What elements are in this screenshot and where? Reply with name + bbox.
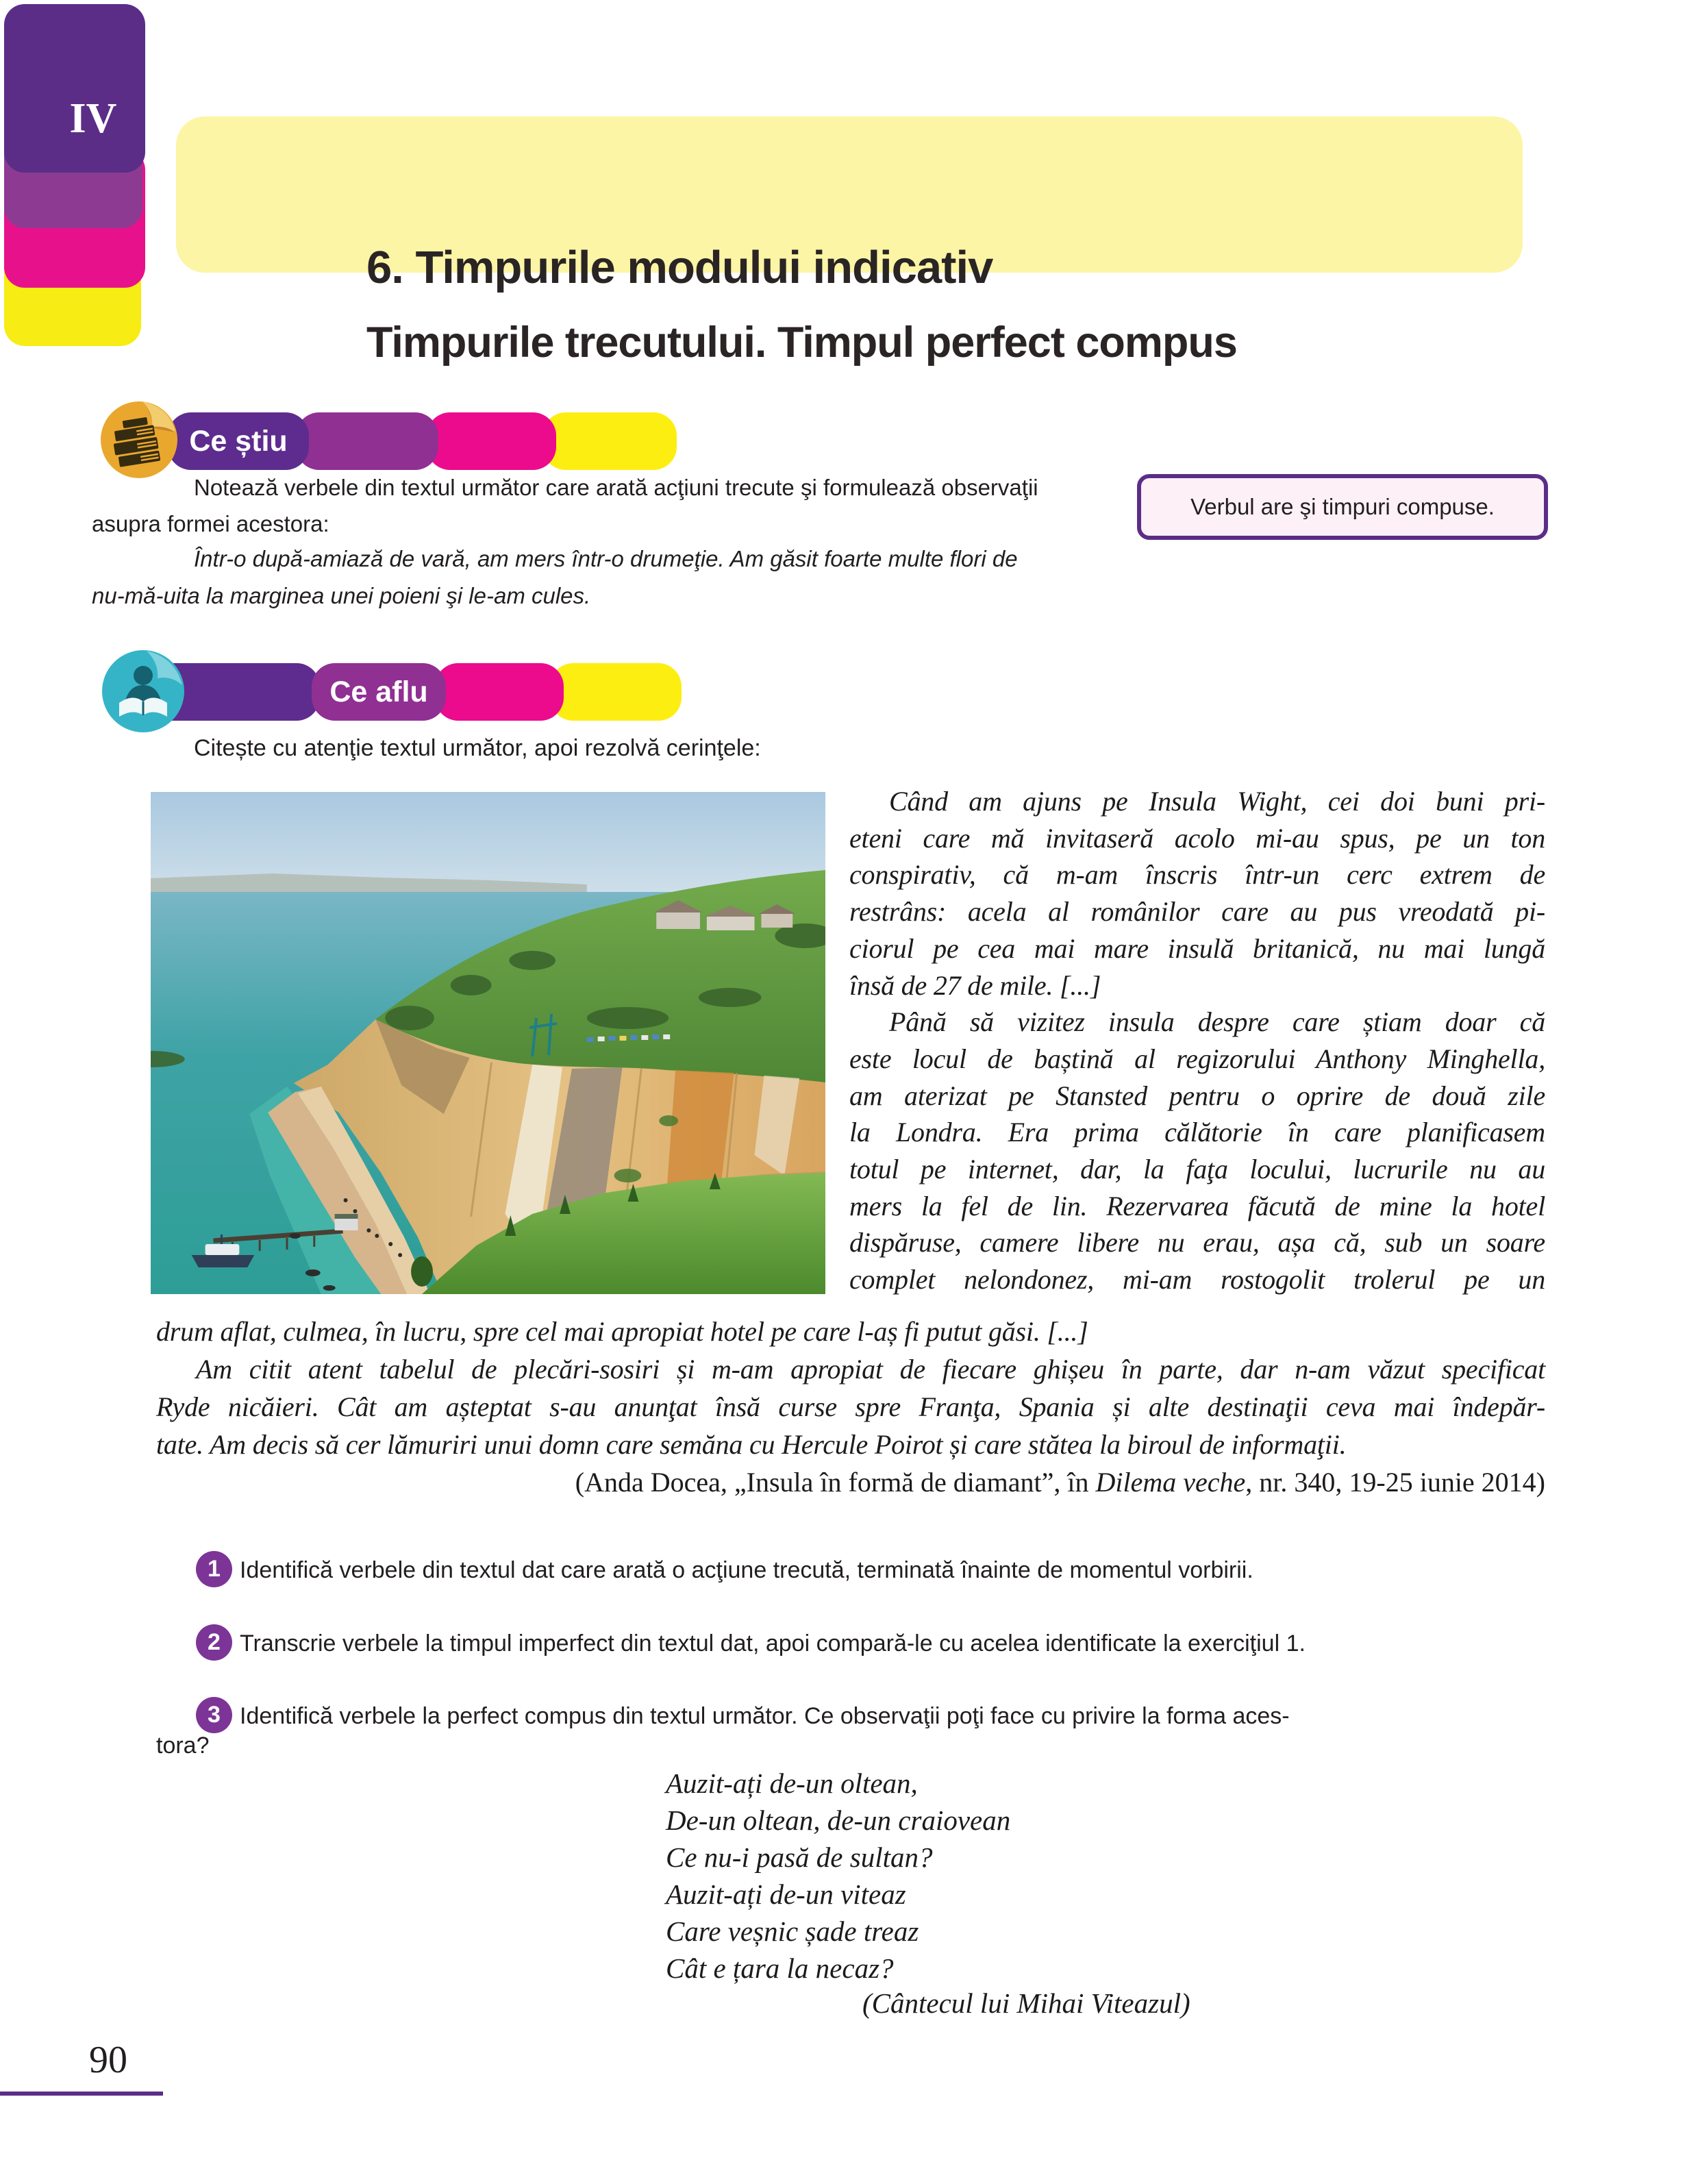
ce-stiu-label: Ce știu [189,424,288,458]
reading-line: Când am ajuns pe Insula Wight, cei doi buni pri- [889,786,1545,817]
reading-line: totul pe internet, dar, la faţa locului, lucrurile nu au [849,1154,1545,1185]
reading-line: la Londra. Era prima călătorie în care planificasem [849,1117,1545,1148]
grammar-note-text: Verbul are şi timpuri compuse. [1190,494,1495,519]
ce-aflu-pill-yellow [550,663,682,721]
ce-aflu-instruction: Citește cu atenţie textul următor, apoi rezolvă cerinţele: [194,735,761,761]
chapter-title: 6. Timpurile modului indicativ [366,242,993,293]
reading-line: drum aflat, culmea, în lucru, spre cel mai apropiat hotel pe care l-aș fi putut găsi. [...] [156,1316,1088,1347]
exercise-3-text: Identifică verbele la perfect compus din textul următor. Ce observaţii poţi face cu privire la forma aces- [240,1703,1290,1729]
poem-line: Care veșnic șade treaz [666,1915,919,1947]
coast-photo [151,792,825,1294]
exercise-1-number [196,1551,232,1587]
poem-line: Cât e țara la necaz? [666,1952,894,1984]
unit-number: IV [69,95,117,142]
books-icon [99,399,179,480]
ce-stiu-pill-yellow [542,412,677,470]
ce-stiu-pill-purple [168,412,309,470]
footer-rule [0,2092,163,2096]
reading-line: dispăruse, camere libere nu erau, așa că, sub un soare [849,1227,1545,1258]
text-attribution [156,1463,1545,1501]
reading-line: ciorul pe cea mai mare insulă britanică, nu mai lungă [849,932,1545,964]
exercise-1-text: Identifică verbele din textul dat care arată o acţiune trecută, terminată înainte de momentul vorbirii. [240,1557,1253,1583]
reading-line: conspirativ, că m-am înscris într-un cerc extrem de [849,859,1545,891]
reading-line: Ryde nicăieri. Cât am așteptat s-au anunţat însă curse spre Franţa, Spania și alte destinaţii ceva mai îndepăr- [156,1391,1545,1422]
grammar-note-box [1137,474,1548,540]
exercise-number-label: 2 [208,1629,221,1655]
chapter-header-box [176,116,1523,367]
exercise-number-label: 1 [208,1556,221,1582]
unit-tab-purple [4,4,145,173]
reading-line: însă de 27 de mile. [...] [849,969,1101,1001]
reading-line: am aterizat pe Stansted pentru o oprire de două zile [849,1080,1545,1111]
ce-stiu-intro-line2: asupra formei acestora: [92,511,329,536]
ce-stiu-intro-line1: Notează verbele din textul următor care arată acţiuni trecute şi formulează observaţii [194,475,1038,500]
ce-stiu-example-line2: nu-mă-uita la marginea unei poieni şi le-am cules. [92,583,591,608]
chapter-subtitle: Timpurile trecutului. Timpul perfect compus [366,319,1237,367]
reading-line: Am citit atent tabelul de plecări-sosiri și m-am apropiat de fiecare ghișeu în parte, dar n-am văzut specificat [196,1354,1545,1385]
ce-stiu-pill-violet [296,412,438,470]
poem-line: Auzit-ați de-un oltean, [666,1767,918,1799]
page-number: 90 [89,2039,127,2081]
reading-line: complet nelondonez, mi-am rostogolit trolerul pe un [849,1264,1545,1295]
ce-aflu-label: Ce aflu [329,675,428,708]
attribution-source: Dilema veche [1095,1467,1246,1498]
reading-full-width [156,1313,1545,1463]
reading-line: Până să vizitez insula despre care știam doar că [889,1006,1545,1038]
reading-line: tate. Am decis să cer lămuriri unui domn care semăna cu Hercule Poirot și care stătea la biroul de informaţii. [156,1429,1347,1460]
exercise-3-text-wrap: tora? [156,1733,210,1759]
poem-line: Ce nu-i pasă de sultan? [666,1841,933,1873]
exercise-number-label: 3 [208,1702,221,1728]
exercise-3-number [196,1697,232,1733]
exercise-2-number [196,1624,232,1661]
exercise-2-text: Transcrie verbele la timpul imperfect din textul dat, apoi compară-le cu acelea identificate la exerciţiul 1. [240,1630,1306,1656]
reading-line: este locul de baștină al regizorului Anthony Minghella, [849,1043,1545,1074]
ce-stiu-pill-pink [427,412,556,470]
ce-aflu-pill-pink [435,663,564,721]
attribution-prefix: (Anda Docea, „Insula în formă de diamant”, în [575,1467,1096,1498]
attribution-suffix: , nr. 340, 19-25 iunie 2014) [1245,1467,1545,1498]
poem-line: De-un oltean, de-un craiovean [666,1804,1011,1836]
reading-line: restrâns: acela al românilor care au pus vreodată pi- [849,896,1545,928]
ce-stiu-example-line1: Într-o după-amiază de vară, am mers într-o drumeţie. Am găsit foarte multe flori de [194,546,1018,571]
poem-line: Auzit-ați de-un viteaz [666,1878,906,1910]
reading-person-icon [100,648,186,734]
ce-aflu-pill-violet [312,663,446,721]
poem-attribution: (Cântecul lui Mihai Viteazul) [862,1987,1190,2019]
poem [666,1765,1010,1987]
reading-line: eteni care mă invitaseră acolo mi-au spus, pe un ton [849,822,1545,854]
reading-line: mers la fel de lin. Rezervarea făcută de mine la hotel [849,1190,1545,1221]
reading-column [849,783,1545,1298]
